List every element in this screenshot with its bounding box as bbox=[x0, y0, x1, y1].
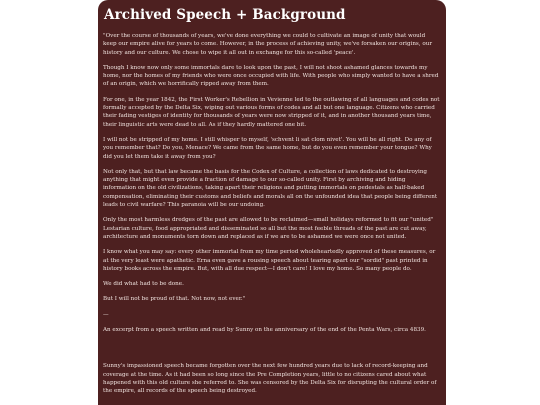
archived-speech-panel bbox=[98, 0, 446, 405]
paragraph: "Over the course of thousands of years, we've done everything we could to cultivate an image of unity that would keep our empire alive for years to come. However, in the process of achieving unity, we've forsaken our origins, our history and our culture. We chose to wipe it all out in exchange for this so-called 'peace'. bbox=[103, 33, 432, 56]
paragraph: But I will not be proud of that. Not now, not ever." bbox=[103, 296, 246, 303]
excerpt-caption: An excerpt from a speech written and read by Sunny on the anniversary of the end of the Penta Wars, circa 4839. bbox=[103, 327, 426, 334]
paragraph: Not only that, but that law became the basis for the Codex of Culture, a collection of laws dedicated to destroying anything that might even provide a fraction of damage to our so-called unity. First by archiving and hiding information on the old civilizations, taking apart their religions and putting immortals on pedestals as half-baked compensation, eliminating their customs and beliefs and morals all on the unfounded idea that people being different leads to civil warfare? This paranoia will be our undoing. bbox=[103, 168, 438, 209]
panel-title: Archived Speech + Background bbox=[104, 7, 346, 23]
separator-dash: — bbox=[103, 311, 109, 318]
paragraph: We did what had to be done. bbox=[103, 281, 184, 288]
background-paragraph: Sunny's impassioned speech became forgotten over the next few hundred years due to lack of record-keeping and coverage at the time. As it had been so long since the Pre Completion years, little to no citizens cared about what happened with this old culture she referred to. She was censored by the Delta Six for disrupting the cultural order of the empire, all records of the speech being destroyed. bbox=[103, 363, 437, 395]
speech-body bbox=[103, 32, 440, 396]
paragraph: Only the most harmless dredges of the past are allowed to be reclaimed—small holidays reformed to fit our "united" Lestarian culture, food appropriated and disseminated so all but the most feeble threads of the past are cut away, architecture and monuments torn down and replaced as if we are to be ashamed we were once not united. bbox=[103, 217, 434, 240]
paragraph: For one, in the year 1842, the First Worker's Rebellion in Vevienne led to the outlawing of all languages and codes not formally accepted by the Delta Six, wiping out various forms of codes and all but one language. Citizens who carried their fading vestiges of identity for thousands of years were now stripped of it, and in another thousand years time, their linguistic arts were dead to all. As if they hardly mattered one bit. bbox=[103, 96, 440, 128]
paragraph: I know what you may say: every other immortal from my time period wholeheartedly approved of these measures, or at the very least were apathetic. Erna even gave a rousing speech about tearing apart our "sordid" past printed in history books across the empire. But, with all due respect—I don't care! I love my home. So many people do. bbox=[103, 249, 436, 272]
paragraph: I will not be stripped of my home. I still whisper to myself, 'schvent li sat clom nivet'. You will be all right. Do any of you remember that? Do you, Menace? We came from the same home, but do you even remember your tongue? Why did you let them take it away from you? bbox=[103, 136, 432, 160]
paragraph: Though I know now only some immortals dare to look upon the past, I will not shoot ashamed glances towards my home, nor the homes of my friends who were once occupied with life. With people who simply wanted to have a shred of an origin, which we horrifically ripped away from them. bbox=[103, 64, 439, 88]
